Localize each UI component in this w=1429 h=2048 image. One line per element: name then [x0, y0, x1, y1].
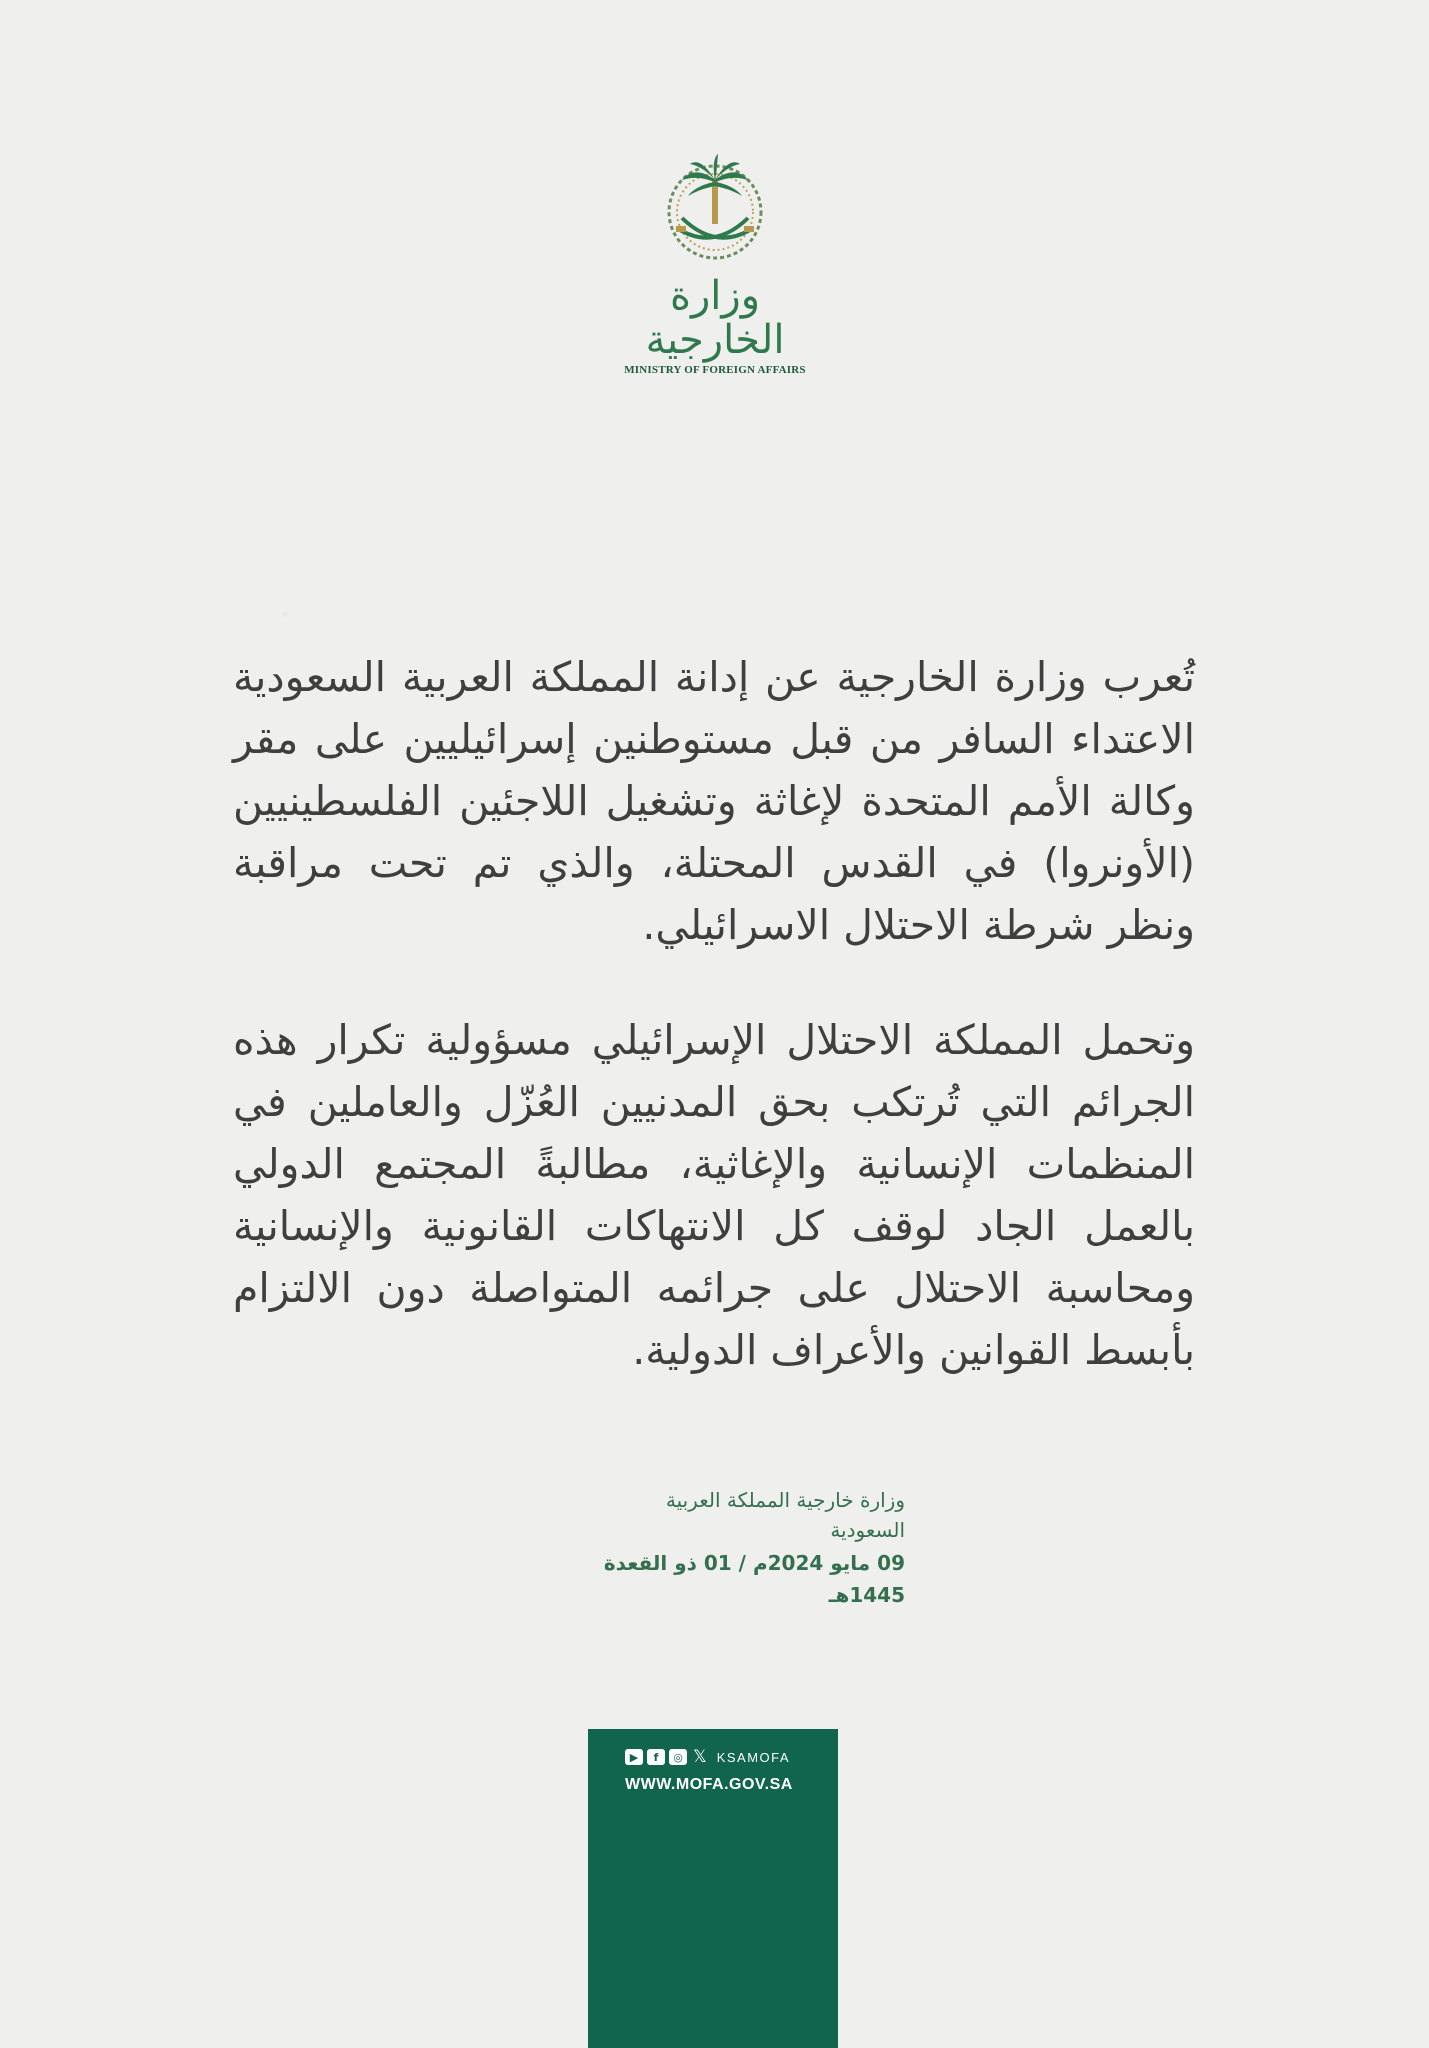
statement-paragraph-1: تُعرب وزارة الخارجية عن إدانة المملكة العربية السعودية الاعتداء السافر من قبل مستوطنين إسرائيليين على مقر وكالة الأمم المتحدة لإغاثة وتشغيل اللاجئين الفلسطينيين (الأونروا) في القدس المحتلة، والذي تم تحت مراقبة ونظر شرطة الاحتلال الاسرائيلي.: [233, 653, 1195, 949]
youtube-icon[interactable]: ▶: [625, 1749, 643, 1765]
saudi-emblem-icon: [660, 150, 770, 270]
social-links: [625, 1746, 790, 1768]
website-link[interactable]: WWW.MOFA.GOV.SA: [625, 1776, 793, 1793]
statement-paragraph-2: وتحمل المملكة الاحتلال الإسرائيلي مسؤولية تكرار هذه الجرائم التي تُرتكب بحق المدنيين العُزّل والعاملين في المنظمات الإنسانية والإغاثية، مطالبةً المجتمع الدولي بالعمل الجاد لوقف كل الانتهاكات القانونية والإنسانية ومحاسبة الاحتلال على جرائمه المتواصلة دون الالتزام بأبسط القوانين والأعراف الدولية.: [233, 1016, 1195, 1374]
statement-date: 09 مايو 2024م / 01 ذو القعدة 1445هـ: [603, 1551, 905, 1607]
facebook-icon[interactable]: f: [647, 1749, 665, 1765]
social-handle[interactable]: KSAMOFA: [716, 1749, 791, 1765]
issuer-name: وزارة خارجية المملكة العربية السعودية: [665, 1488, 905, 1542]
ministry-name-arabic: وزارة الخارجية: [645, 273, 785, 363]
x-icon[interactable]: 𝕏: [693, 1747, 707, 1767]
signature-block: [600, 1485, 905, 1611]
instagram-icon[interactable]: ◎: [669, 1749, 687, 1765]
ministry-name-english: MINISTRY OF FOREIGN AFFAIRS: [624, 364, 806, 376]
ministry-logo: [610, 150, 820, 376]
footer-contact-box: [588, 1729, 838, 2048]
